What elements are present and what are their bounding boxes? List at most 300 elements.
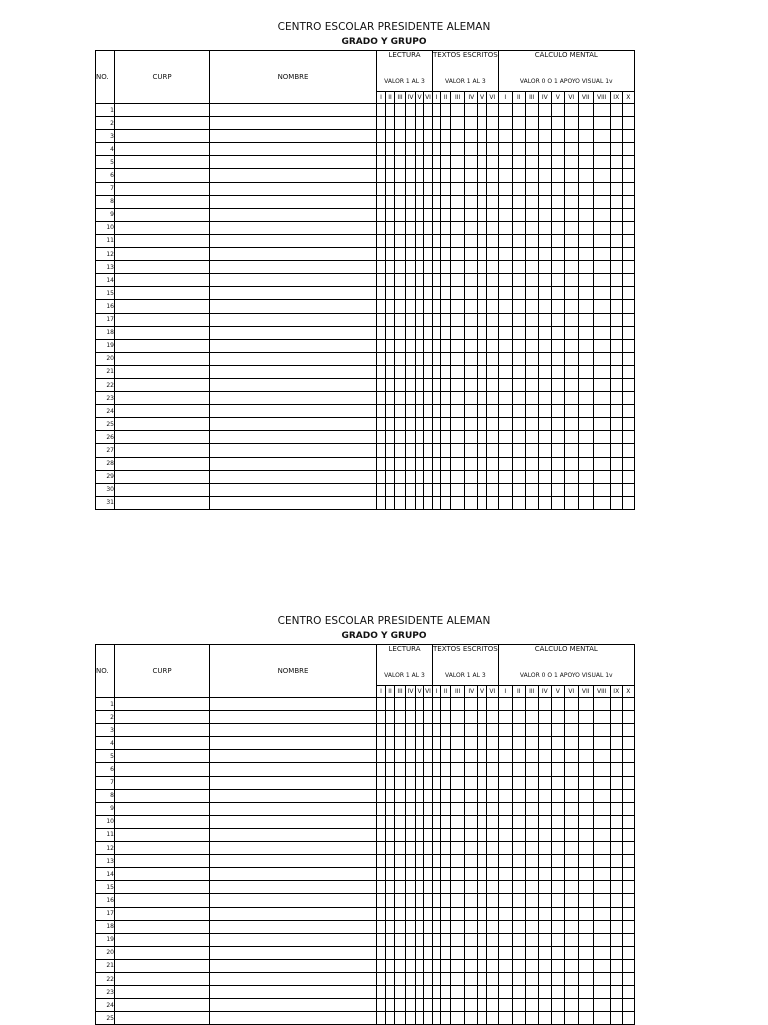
calculo-cell [564, 300, 578, 313]
calculo-cell [593, 763, 610, 776]
calculo-cell [622, 763, 634, 776]
lectura-cell [424, 907, 433, 920]
lectura-sub-col: II [386, 686, 395, 698]
calculo-cell [525, 470, 538, 483]
lectura-cell [377, 313, 386, 326]
lectura-cell [424, 104, 433, 117]
calculo-cell [498, 828, 512, 841]
calculo-cell [593, 208, 610, 221]
textos-cell [486, 169, 498, 182]
textos-cell [465, 842, 478, 855]
lectura-cell [395, 776, 406, 789]
calculo-cell [551, 313, 564, 326]
textos-cell [465, 182, 478, 195]
table-row [96, 274, 635, 287]
calculo-cell [498, 234, 512, 247]
calculo-cell [622, 972, 634, 985]
calculo-cell [564, 378, 578, 391]
calculo-cell [578, 986, 593, 999]
calculo-cell [498, 763, 512, 776]
lectura-cell [424, 933, 433, 946]
calculo-cell [610, 156, 622, 169]
calculo-cell [538, 881, 551, 894]
textos-cell [441, 365, 451, 378]
calculo-cell [593, 894, 610, 907]
calculo-cell [512, 999, 525, 1012]
textos-cell [486, 868, 498, 881]
calculo-cell [564, 483, 578, 496]
calculo-cell [498, 881, 512, 894]
calculo-cell [498, 431, 512, 444]
textos-cell [486, 842, 498, 855]
lectura-cell [406, 274, 416, 287]
curp-cell [115, 365, 210, 378]
textos-cell [486, 444, 498, 457]
textos-cell [441, 959, 451, 972]
textos-cell [433, 750, 441, 763]
textos-cell [465, 894, 478, 907]
textos-cell [433, 1012, 441, 1025]
lectura-cell [416, 894, 424, 907]
calculo-cell [525, 156, 538, 169]
lectura-cell [406, 300, 416, 313]
textos-cell [478, 907, 486, 920]
lectura-cell [395, 365, 406, 378]
curp-cell [115, 248, 210, 261]
row-number: 12 [96, 842, 115, 855]
lectura-cell [395, 828, 406, 841]
textos-cell [465, 130, 478, 143]
lectura-cell [416, 496, 424, 509]
calculo-sub-col: I [498, 92, 512, 104]
curp-cell [115, 287, 210, 300]
calculo-cell [578, 920, 593, 933]
calculo-cell [622, 737, 634, 750]
calculo-cell [564, 881, 578, 894]
curp-header: CURP [115, 51, 210, 104]
calculo-cell [538, 221, 551, 234]
textos-sub-col: I [433, 686, 441, 698]
calculo-cell [564, 470, 578, 483]
calculo-cell [578, 959, 593, 972]
curp-cell [115, 868, 210, 881]
lectura-cell [377, 763, 386, 776]
calculo-cell [525, 195, 538, 208]
calculo-cell [498, 776, 512, 789]
calculo-cell [498, 326, 512, 339]
textos-cell [486, 339, 498, 352]
textos-cell [433, 274, 441, 287]
textos-cell [441, 789, 451, 802]
calculo-cell [622, 195, 634, 208]
calculo-cell [525, 776, 538, 789]
calculo-cell [512, 933, 525, 946]
calculo-cell [551, 894, 564, 907]
nombre-cell [210, 117, 377, 130]
calculo-cell [512, 881, 525, 894]
calculo-cell [593, 234, 610, 247]
calculo-cell [622, 802, 634, 815]
textos-cell [465, 418, 478, 431]
lectura-cell [386, 182, 395, 195]
lectura-cell [377, 300, 386, 313]
lectura-cell [424, 868, 433, 881]
lectura-cell [395, 326, 406, 339]
textos-cell [478, 855, 486, 868]
nombre-cell [210, 737, 377, 750]
calculo-cell [525, 698, 538, 711]
textos-cell [486, 933, 498, 946]
row-number: 11 [96, 828, 115, 841]
textos-cell [441, 724, 451, 737]
lectura-cell [424, 365, 433, 378]
table-row [96, 946, 635, 959]
lectura-sub-col: IV [406, 686, 416, 698]
calculo-cell [538, 959, 551, 972]
calculo-cell [551, 143, 564, 156]
calculo-cell [610, 117, 622, 130]
lectura-cell [377, 999, 386, 1012]
lectura-cell [424, 378, 433, 391]
calculo-cell [564, 326, 578, 339]
table-row [96, 881, 635, 894]
lectura-cell [395, 959, 406, 972]
lectura-cell [416, 326, 424, 339]
calculo-cell [551, 104, 564, 117]
calculo-cell [610, 195, 622, 208]
calculo-cell [525, 737, 538, 750]
lectura-cell [424, 737, 433, 750]
calculo-cell [551, 195, 564, 208]
row-number: 14 [96, 274, 115, 287]
curp-cell [115, 972, 210, 985]
table-row [96, 156, 635, 169]
calculo-cell [564, 907, 578, 920]
calculo-sub-col: II [512, 686, 525, 698]
calculo-cell [564, 789, 578, 802]
textos-cell [450, 986, 464, 999]
lectura-cell [406, 117, 416, 130]
textos-cell [478, 894, 486, 907]
calculo-cell [564, 169, 578, 182]
calculo-cell [498, 842, 512, 855]
nombre-cell [210, 378, 377, 391]
lectura-cell [386, 104, 395, 117]
calculo-cell [498, 920, 512, 933]
calculo-cell [593, 828, 610, 841]
calculo-cell [610, 999, 622, 1012]
calculo-cell [538, 261, 551, 274]
lectura-cell [406, 1012, 416, 1025]
valor-calculo: VALOR 0 O 1 APOYO VISUAL 1v [498, 666, 634, 686]
lectura-cell [424, 405, 433, 418]
calculo-cell [525, 763, 538, 776]
lectura-cell [416, 737, 424, 750]
textos-cell [441, 287, 451, 300]
textos-cell [486, 815, 498, 828]
calculo-cell [564, 815, 578, 828]
textos-cell [486, 104, 498, 117]
calculo-cell [551, 234, 564, 247]
lectura-cell [377, 933, 386, 946]
lectura-cell [424, 352, 433, 365]
row-number: 12 [96, 248, 115, 261]
lectura-header: LECTURA [377, 645, 433, 666]
calculo-cell [593, 959, 610, 972]
calculo-cell [538, 418, 551, 431]
calculo-cell [622, 365, 634, 378]
curp-cell [115, 763, 210, 776]
lectura-cell [406, 763, 416, 776]
textos-cell [441, 711, 451, 724]
calculo-cell [622, 313, 634, 326]
calculo-cell [525, 999, 538, 1012]
lectura-cell [416, 156, 424, 169]
curp-cell [115, 405, 210, 418]
calculo-cell [551, 868, 564, 881]
lectura-cell [424, 815, 433, 828]
calculo-cell [551, 208, 564, 221]
textos-cell [433, 496, 441, 509]
calculo-cell [525, 750, 538, 763]
table-row [96, 1012, 635, 1025]
curp-cell [115, 418, 210, 431]
textos-cell [478, 698, 486, 711]
textos-cell [478, 815, 486, 828]
lectura-cell [395, 169, 406, 182]
lectura-cell [424, 698, 433, 711]
calculo-cell [551, 776, 564, 789]
lectura-cell [406, 894, 416, 907]
calculo-cell [622, 711, 634, 724]
lectura-cell [386, 737, 395, 750]
calculo-cell [525, 287, 538, 300]
table-row [96, 313, 635, 326]
textos-cell [465, 405, 478, 418]
calculo-cell [622, 894, 634, 907]
calculo-cell [512, 737, 525, 750]
calculo-sub-col: VIII [593, 686, 610, 698]
lectura-cell [386, 274, 395, 287]
lectura-cell [395, 815, 406, 828]
calculo-cell [551, 248, 564, 261]
textos-cell [441, 920, 451, 933]
calculo-cell [622, 868, 634, 881]
calculo-cell [593, 392, 610, 405]
calculo-cell [564, 431, 578, 444]
lectura-cell [386, 959, 395, 972]
lectura-cell [406, 143, 416, 156]
lectura-cell [386, 920, 395, 933]
calculo-cell [578, 287, 593, 300]
calculo-cell [551, 907, 564, 920]
textos-cell [450, 405, 464, 418]
calculo-cell [578, 444, 593, 457]
textos-cell [465, 143, 478, 156]
calculo-cell [564, 313, 578, 326]
calculo-cell [610, 418, 622, 431]
calculo-cell [525, 1012, 538, 1025]
lectura-cell [406, 868, 416, 881]
table-row [96, 789, 635, 802]
calculo-sub-col: VII [578, 686, 593, 698]
lectura-cell [395, 724, 406, 737]
calculo-cell [610, 169, 622, 182]
textos-cell [441, 418, 451, 431]
row-number: 20 [96, 946, 115, 959]
calculo-cell [525, 365, 538, 378]
row-number: 21 [96, 959, 115, 972]
textos-cell [441, 815, 451, 828]
textos-cell [450, 117, 464, 130]
valor-calculo: VALOR 0 O 1 APOYO VISUAL 1v [498, 72, 634, 92]
curp-cell [115, 339, 210, 352]
textos-cell [450, 1012, 464, 1025]
lectura-cell [395, 972, 406, 985]
lectura-cell [395, 313, 406, 326]
lectura-cell [406, 104, 416, 117]
calculo-cell [498, 855, 512, 868]
curp-cell [115, 457, 210, 470]
textos-cell [433, 724, 441, 737]
calculo-cell [538, 483, 551, 496]
nombre-header: NOMBRE [210, 645, 377, 698]
table-row [96, 195, 635, 208]
lectura-cell [395, 907, 406, 920]
calculo-cell [622, 234, 634, 247]
lectura-cell [406, 352, 416, 365]
textos-cell [465, 365, 478, 378]
calculo-cell [622, 248, 634, 261]
calculo-cell [610, 972, 622, 985]
calculo-cell [610, 737, 622, 750]
calculo-cell [610, 326, 622, 339]
row-number: 22 [96, 378, 115, 391]
calculo-cell [578, 352, 593, 365]
calculo-cell [538, 907, 551, 920]
calculo-cell [538, 392, 551, 405]
calculo-cell [610, 724, 622, 737]
calculo-cell [512, 182, 525, 195]
textos-cell [450, 248, 464, 261]
textos-cell [465, 698, 478, 711]
lectura-cell [406, 855, 416, 868]
curp-cell [115, 855, 210, 868]
curp-cell [115, 169, 210, 182]
calculo-cell [564, 496, 578, 509]
lectura-sub-col: VI [424, 686, 433, 698]
textos-cell [486, 724, 498, 737]
calculo-cell [622, 815, 634, 828]
textos-cell [433, 339, 441, 352]
row-number: 3 [96, 724, 115, 737]
calculo-cell [593, 418, 610, 431]
lectura-cell [424, 920, 433, 933]
textos-cell [465, 855, 478, 868]
calculo-cell [525, 894, 538, 907]
lectura-cell [377, 352, 386, 365]
nombre-cell [210, 698, 377, 711]
lectura-cell [424, 842, 433, 855]
textos-cell [441, 496, 451, 509]
calculo-cell [538, 1012, 551, 1025]
calculo-sub-col: IV [538, 686, 551, 698]
nombre-cell [210, 274, 377, 287]
textos-cell [441, 444, 451, 457]
calculo-cell [512, 195, 525, 208]
calculo-cell [622, 933, 634, 946]
lectura-cell [406, 287, 416, 300]
textos-cell [478, 959, 486, 972]
calculo-cell [593, 946, 610, 959]
calculo-cell [512, 698, 525, 711]
calculo-cell [610, 378, 622, 391]
curp-cell [115, 907, 210, 920]
nombre-cell [210, 392, 377, 405]
lectura-cell [416, 365, 424, 378]
lectura-cell [386, 946, 395, 959]
calculo-cell [622, 208, 634, 221]
lectura-cell [416, 444, 424, 457]
calculo-cell [551, 815, 564, 828]
curp-cell [115, 881, 210, 894]
lectura-cell [386, 470, 395, 483]
textos-cell [486, 894, 498, 907]
calculo-cell [538, 156, 551, 169]
lectura-sub-col: I [377, 92, 386, 104]
calculo-cell [564, 156, 578, 169]
calculo-cell [525, 104, 538, 117]
textos-cell [433, 313, 441, 326]
calculo-cell [498, 1012, 512, 1025]
valor-textos: VALOR 1 AL 3 [433, 666, 499, 686]
lectura-cell [424, 392, 433, 405]
calculo-cell [622, 907, 634, 920]
row-number: 8 [96, 195, 115, 208]
textos-cell [433, 776, 441, 789]
calculo-cell [525, 457, 538, 470]
lectura-cell [395, 986, 406, 999]
lectura-cell [416, 868, 424, 881]
lectura-cell [377, 169, 386, 182]
curp-cell [115, 776, 210, 789]
calculo-cell [564, 750, 578, 763]
calculo-cell [564, 776, 578, 789]
calculo-cell [564, 1012, 578, 1025]
calculo-cell [525, 881, 538, 894]
textos-cell [441, 195, 451, 208]
nombre-cell [210, 208, 377, 221]
lectura-cell [386, 392, 395, 405]
lectura-cell [416, 274, 424, 287]
calculo-cell [551, 483, 564, 496]
lectura-cell [395, 287, 406, 300]
lectura-cell [395, 143, 406, 156]
textos-cell [465, 763, 478, 776]
calculo-cell [498, 352, 512, 365]
textos-cell [465, 352, 478, 365]
table-row [96, 959, 635, 972]
calculo-cell [622, 828, 634, 841]
textos-cell [486, 802, 498, 815]
calculo-cell [593, 842, 610, 855]
textos-cell [450, 750, 464, 763]
calculo-cell [512, 868, 525, 881]
calculo-cell [564, 261, 578, 274]
calculo-cell [564, 444, 578, 457]
table-row [96, 802, 635, 815]
curp-cell [115, 842, 210, 855]
